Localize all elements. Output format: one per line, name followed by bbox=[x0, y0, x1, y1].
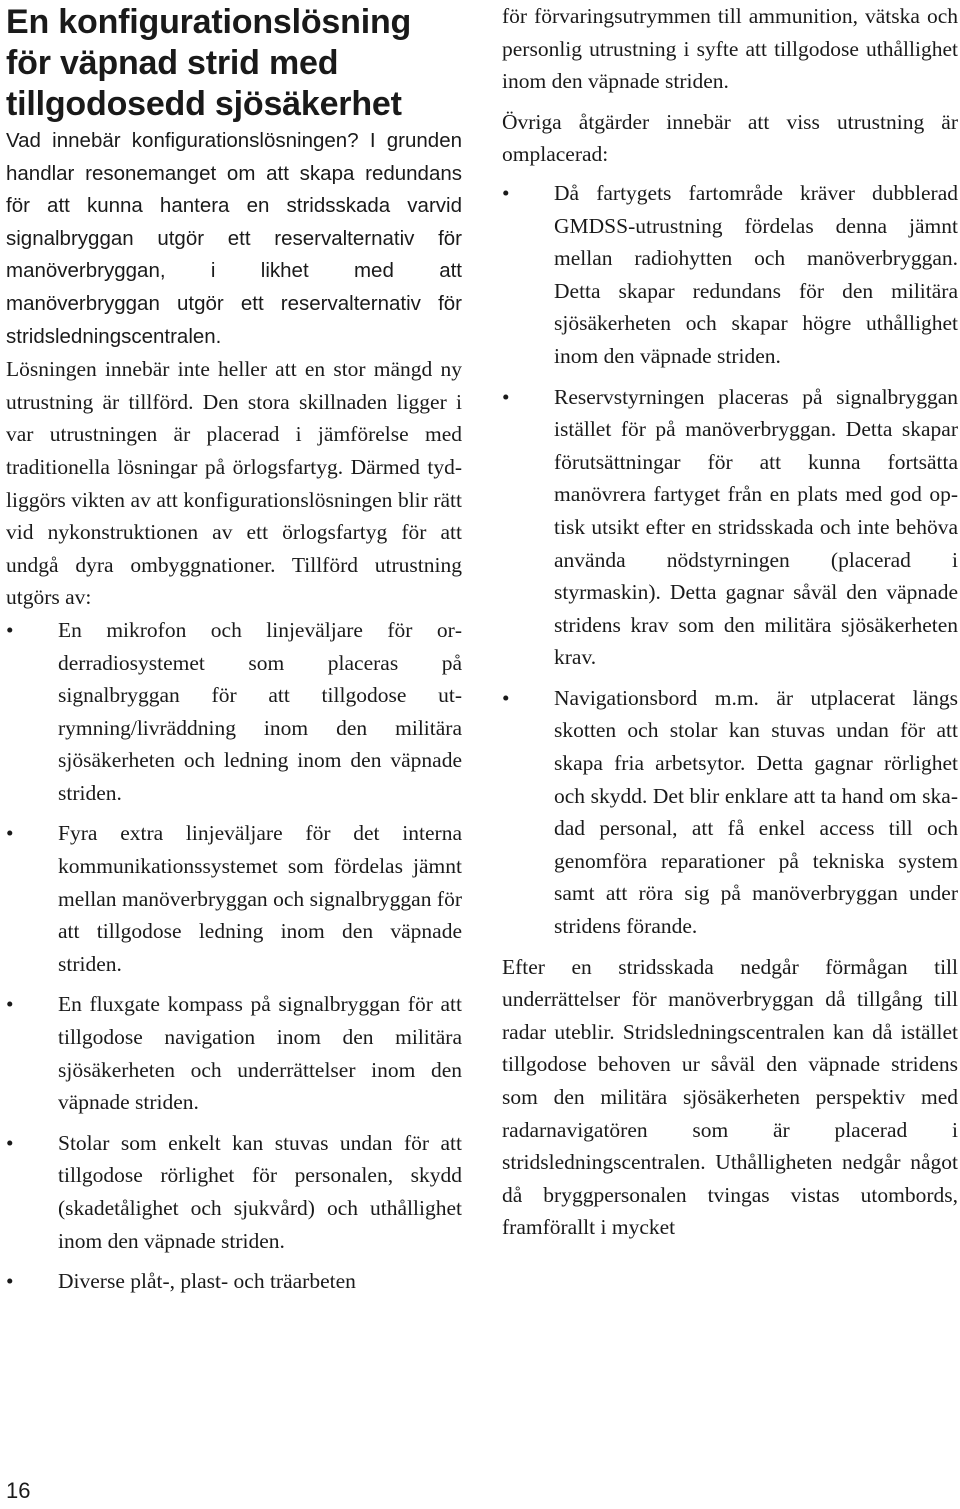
bullet-icon: • bbox=[6, 992, 14, 1017]
bullet-icon: • bbox=[502, 180, 510, 205]
bullet-icon: • bbox=[6, 617, 14, 642]
list-item bbox=[502, 381, 958, 674]
right-column bbox=[502, 0, 958, 1244]
list-item bbox=[502, 682, 958, 943]
list-item bbox=[6, 988, 462, 1118]
list-item bbox=[6, 1127, 462, 1257]
bullet-icon: • bbox=[502, 685, 510, 710]
intro-paragraph-serif: Lösningen innebär inte heller att en stor mängd ny utrustning är tillförd. Den stora skillnaden ligger i var utrustningen är placerad i jämförelse med traditionella lösningar på örlogsfartyg. Därmed tydliggörs vikten av att konfigurationslösningen blir rätt vid nykonstruktionen av ett örlogsfartyg för att undgå dyra ombyggnationer. Tillförd utrustning utgörs av: bbox=[6, 357, 462, 610]
list-item-text: Då fartygets fartområde kräver dubblerad GMDSS-utrustning fördelas denna jämnt mellan radiohytten och manöverbryggan. Detta skapar redundans för den militära sjösäkerheten och skapar högre uthållighet inom den väpnade striden. bbox=[554, 180, 958, 368]
page-number: 16 bbox=[6, 1478, 31, 1503]
list-item bbox=[502, 177, 958, 373]
list-item-text: Reservstyrningen placeras på signalbryggan istället för på manöverbryggan. Detta skapar förutsättningar för att kunna fortsätta manövrera fartyget från en plats med god optisk utsikt efter en stridsskada och inte behöva använda nödstyrningen (placerad i styrmaskin). Detta gagnar såväl den väpnade stridens krav som den militära sjösäkerheten krav. bbox=[554, 384, 958, 670]
list-item-text: En fluxgate kompass på signalbryggan för att tillgodose navigation inom den militära sjösäkerheten och underrättelser inom den väpnade striden. bbox=[58, 992, 462, 1115]
bullet-icon: • bbox=[6, 1130, 14, 1155]
other-measures-paragraph: Övriga åtgärder innebär att viss utrustning är omplacerad: bbox=[502, 109, 958, 167]
list-item bbox=[6, 1265, 462, 1298]
intro-paragraph-sans: Vad innebär konfigurationslösningen? I grunden handlar resonemanget om att skapa redundans för att kunna hantera en stridsskada varvid signalbryggan utgör ett reservalternativ för manöverbryggan, i likhet med att manöverbryggan utgör ett reservalternativ för stridsledningscentralen. bbox=[6, 129, 462, 348]
list-item-text: Stolar som enkelt kan stuvas undan för att tillgodose rörlighet för personalen, skydd (skadetålighet och sjukvård) och uthållighet inom den väpnade striden. bbox=[58, 1130, 462, 1253]
added-equipment-list bbox=[6, 614, 462, 1298]
continuation-paragraph: för förvaringsutrymmen till ammunition, vätska och personlig utrustning i syfte att tillgodose uthållighet inom den väpnade striden. bbox=[502, 4, 958, 94]
list-item bbox=[6, 614, 462, 810]
list-item-text: Fyra extra linjeväljare för det interna kommunikationssystemet som fördelas jämnt mellan manöverbryggan och signalbryggan för att tillgodose ledning inom den väpnade striden. bbox=[58, 821, 462, 976]
list-item-text: En mikrofon och linjeväljare för orderradiosystemet som placeras på signalbryggan för att tillgodose utrymning/livräddning inom den militära sjösäkerheten och ledning inom den väpnade striden. bbox=[58, 617, 462, 805]
bullet-icon: • bbox=[502, 384, 510, 409]
list-item-text: Navigationsbord m.m. är utplacerat längs skotten och stolar kan stuvas undan för att skapa fria arbetsytor. Detta gagnar rörlighet och skydd. Det blir enklare att ta hand om skadad personal, att få enkel access till och genomföra reparationer på tekniska system samt att röra sig på manöverbryggan under stridens förande. bbox=[554, 685, 958, 939]
list-item bbox=[6, 817, 462, 980]
bullet-icon: • bbox=[6, 1269, 14, 1294]
closing-paragraph: Efter en stridsskada nedgår förmågan till underrättelser för manöverbryggan då tillgång till radar uteblir. Stridsledningscentralen kan då istället tillgodose behoven ur såväl den väpnade stridens som den militära sjösäkerheten perspektiv med radarnavigatören som är placerad i stridsledningscentralen. Uthålligheten nedgår något då bryggpersonalen tvingas vistas utombords, framförallt i mycket bbox=[502, 954, 958, 1240]
article-heading: En konfigurationslösning för väpnad strid med tillgodosedd sjösäkerhet bbox=[6, 3, 412, 123]
left-column bbox=[6, 0, 462, 1306]
relocated-equipment-list bbox=[502, 177, 958, 943]
bullet-icon: • bbox=[6, 821, 14, 846]
list-item-text: Diverse plåt-, plast- och träarbeten bbox=[58, 1269, 356, 1294]
